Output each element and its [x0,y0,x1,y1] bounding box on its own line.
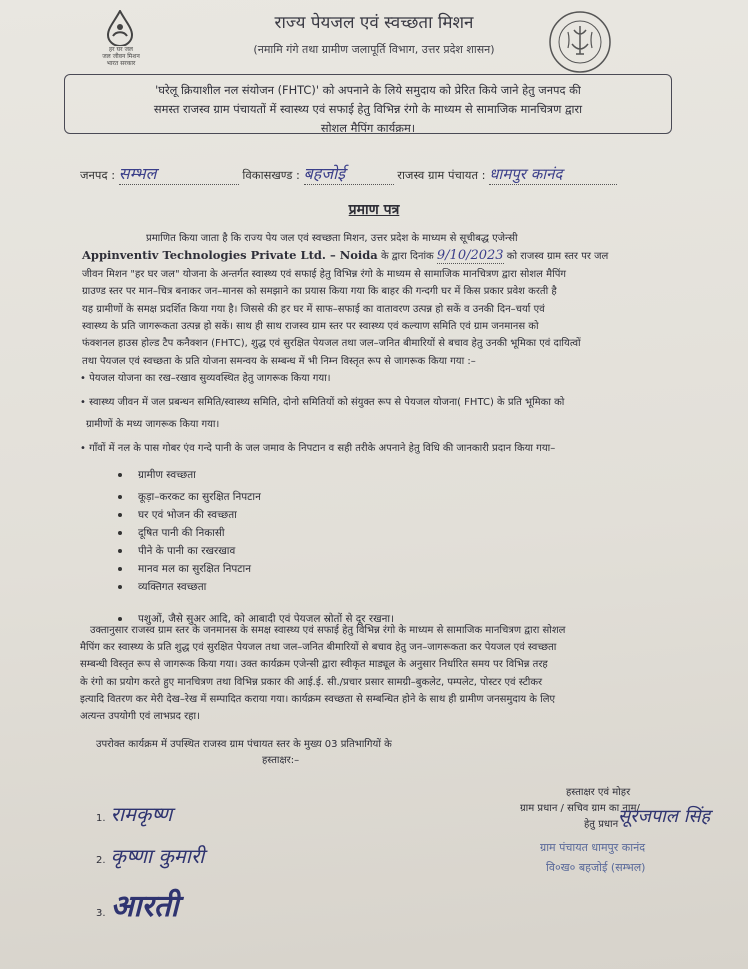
signature: कृष्णा कुमारी [110,844,205,868]
list-item: मानव मल का सुरक्षित निपटान [118,562,678,580]
participants-intro: उपरोक्त कार्यक्रम में उपस्थित राजस्व ग्राम पंचायत स्तर के मुख्य 03 प्रतिभागियों के [96,739,392,750]
district-field [119,162,239,185]
body-line: उक्तानुसार राजस्व ग्राम स्तर के जनमानस के समक्ष स्वास्थ्य एवं सफाई हेतु विभिन्न रंगो के माध्यम से सामाजिक मानचित्रण द्वारा सोशल [90,625,566,636]
list-item: कूड़ा–करकट का सुरक्षित निपटान [118,490,678,508]
list-item: पीने के पानी का रखरखाव [118,544,678,562]
program-title-box [64,74,672,134]
body-line: यह ग्रामीणों के समक्ष प्रदर्शित किया गया है। जिससे की हर घर में साफ–सफाई का वातावरण उत्पन्न हो सकें व उनकी दिन–चर्या एवं [82,303,545,315]
up-government-seal [548,10,612,74]
bullet-text: ग्रामीणों के मध्य जागरूक किया गया। [86,419,220,430]
agency-name: Appinventiv Technologies Private Ltd. – Noida [82,248,378,263]
participant-signature-1: 1. रामकृष्ण [96,802,173,826]
block-value: बहजोई [303,164,346,183]
participant-signature-3: 3. आरती [96,889,179,924]
district-value: सम्भल [118,164,157,183]
awareness-bullet: • पेयजल योजना का रख–रखाव सुव्यवस्थित हेतु जागरूक किया गया। [80,373,331,384]
body-line: इत्यादि वितरण कर मेरी देख–रेख में सम्पादित कराया गया। कार्यक्रम स्वच्छता से सम्बन्धित होने के साथ ही ग्रामीण जनसमुदाय के लिए [80,693,556,705]
certificate-title: प्रमाण पत्र [348,202,400,218]
panchayat-label: राजस्व ग्राम पंचायत : [397,168,486,182]
state-emblem-icon [548,10,612,74]
body-text: को राजस्व ग्राम स्तर पर जल [506,251,609,263]
list-item: पशुओं, जैसे सुअर आदि, को आबादी एवं पेयजल स्रोतों से दूर रखना। [118,612,678,630]
body-line: सम्बन्धी विस्तृत रूप से जागरूक किया गया। उक्त कार्यक्रम एजेन्सी द्वारा स्वीकृत माड्यूल के अनुसार निर्धारित समय पर विभिन्न तरह [80,659,548,671]
panchayat-value: धामपुर कानंद [489,165,563,183]
signature: आरती [110,889,179,924]
certificate-body [82,230,670,370]
notice-line: 'घरेलू क्रियाशील नल संयोजन (FHTC)' को अपनाने के लिये समुदाय को प्रेरित किये जाने हेतु जनपद की [155,83,581,97]
bullet-text: गाँवों में नल के पास गोबर एंव गन्दे पानी के जल जमाव के निपटान व सही तरीके अपनाने हेतु विधि की जानकारी प्रदान किया गया– [89,443,556,454]
logo-caption-line: हर घर जल [109,46,133,53]
body-line: प्रमाणित किया जाता है कि राज्य पेय जल एवं स्वच्छता मिशन, उत्तर प्रदेश के माध्यम से सूचीबद्ध एजेन्सी [146,233,518,244]
notice-line: सोशल मैपिंग कार्यक्रम। [320,121,416,135]
bullet-text: स्वास्थ्य जीवन में जल प्रबन्धन समिति/स्वास्थ्य समिति, दोनो समितियों को संयुक्त रूप से पेयजल योजना( FHTC) के प्रति भूमिका को [89,397,565,408]
signature: रामकृष्ण [110,802,173,826]
logo-caption-line: भारत सरकार [106,60,136,67]
seal-label: हेतु प्रधान [584,819,619,830]
body-line: जीवन मिशन "हर घर जल" योजना के अन्तर्गत स्वास्थ्य एवं सफाई हेतु विभिन्न रंगो के माध्यम से सामाजिक मानचित्रण द्वारा सोशल मैपिंग [82,268,567,280]
header-subtitle: (नमामि गंगे तथा ग्रामीण जलापूर्ति विभाग, उत्तर प्रदेश शासन) [253,43,495,56]
panchayat-field [489,164,617,185]
logo-caption-line: जल जीवन मिशन [102,53,140,60]
awareness-bullet: • स्वास्थ्य जीवन में जल प्रबन्धन समिति/स्वास्थ्य समिति, दोनो समितियों को संयुक्त रूप से पेयजल योजना( FHTC) के प्रति भूमिका को ग्रामीणों के मध्य जागरूक किया गया। [80,392,680,436]
bullet-text: पेयजल योजना का रख–रखाव सुव्यवस्थित हेतु जागरूक किया गया। [89,373,331,384]
program-date: 9/10/2023 [436,248,504,264]
body-line: मैपिंग कर स्वास्थ्य के प्रति शुद्ध एवं सुरक्षित पेयजल तथा जल–जनित बीमारियों से बचाव हेतु जन–जागरूकता कर पेयजल एवं स्वच्छता [80,642,557,654]
body-line: तथा पेयजल एवं स्वच्छता के प्रति योजना समन्वय के सम्बन्ध में भी निम्न विस्तृत रूप से जागरूक किया गया :– [82,355,476,367]
list-item: दूषित पानी की निकासी [118,526,678,544]
list-item: ग्रामीण स्वच्छता [118,468,678,486]
notice-line: समस्त राजस्व ग्राम पंचायतों में स्वास्थ्य एवं सफाई हेतु विभिन्न रंगो के माध्यम से सामाजिक मानचित्रण द्वारा [153,102,583,116]
block-field [304,162,394,185]
body-line: फंक्शनल हाउस होल्ड टैप कनैक्शन (FHTC), शुद्ध एवं सुरक्षित पेयजल तथा जल–जनित बीमारियों से बचाव हेतु उनकी भूमिका एवं दायित्वों [82,338,581,350]
pradhan-signature: सूरजपाल सिंह [618,806,711,827]
body-line: के रंगो का प्रयोग करते हुए मानचित्रण तथा विभिन्न प्रकार की आई.ई. सी./प्रचार प्रसार सामग्री–बुकलेट, पम्पलेट, पोस्टर एवं स्टीकर [80,676,543,688]
closing-paragraph [80,622,676,725]
list-item: घर एवं भोजन की स्वच्छता [118,508,678,526]
sanitation-topics-list [118,468,678,630]
awareness-bullet: • गाँवों में नल के पास गोबर एंव गन्दे पानी के जल जमाव के निपटान व सही तरीके अपनाने हेतु विधि की जानकारी प्रदान किया गया– [80,443,556,454]
body-line: ग्राउण्ड स्तर पर मान–चित्र बनाकर जन–मानस को समझाने का प्रयास किया गया कि बाहर की गन्दगी घर में किस प्रकार प्रवेश करती है [82,286,557,298]
location-fields [80,162,680,185]
block-label: विकासखण्ड : [242,168,300,182]
seal-label: हस्ताक्षर एवं मोहर [566,787,631,798]
participant-signature-2: 2. कृष्णा कुमारी [96,844,205,868]
body-line: स्वास्थ्य के प्रति जागरूकता उत्पन्न हो सकें। साथ ही साथ राजस्व ग्राम स्तर पर स्वास्थ्य एवं कल्याण समिति एवं ग्राम जनमानस को [82,321,539,333]
body-line: अत्यन्त उपयोगी एवं लाभप्रद रहा। [80,711,200,723]
panchayat-stamp: वि०ख० बहजोई (सम्भल) [546,861,646,874]
header-title: राज्य पेयजल एवं स्वच्छता मिशन [274,13,474,33]
panchayat-stamp: ग्राम पंचायत धामपुर कानंद [540,841,646,854]
body-line [82,247,670,265]
list-item: व्यक्तिगत स्वच्छता [118,580,678,598]
date-label: के द्वारा दिनांक [380,251,434,263]
signatures-heading: हस्ताक्षर:– [262,755,300,766]
seal-label: ग्राम प्रधान / सचिव ग्राम का नाम/ [520,803,640,814]
district-label: जनपद : [80,168,116,182]
